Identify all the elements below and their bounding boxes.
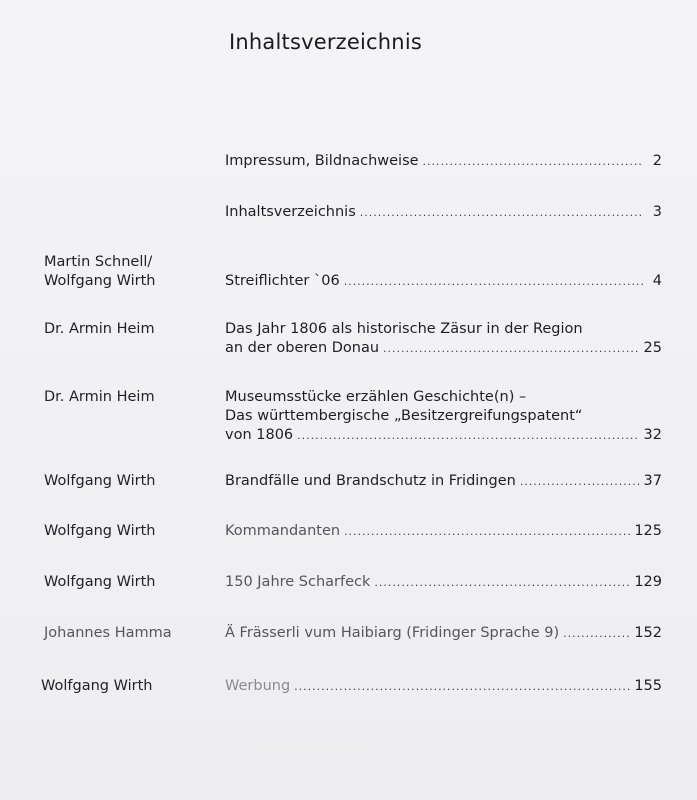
- toc-page-number: 129: [634, 574, 662, 590]
- toc-entry: [225, 522, 662, 541]
- toc-page-number: 125: [634, 523, 662, 539]
- toc-entry-title: 150 Jahre Scharfeck: [225, 574, 371, 590]
- toc-entry-title-line: Das württembergische „Besitzergreifungspatent“: [225, 408, 583, 424]
- toc-leader-line: [225, 152, 662, 171]
- author-line: Wolfgang Wirth: [44, 473, 156, 489]
- toc-entry: [225, 203, 662, 222]
- toc-entry-title: an der oberen Donau: [225, 340, 380, 356]
- toc-entry-title: Ä Frässerli vum Haibiarg (Fridinger Sprache 9): [225, 625, 560, 641]
- toc-author: [44, 522, 155, 541]
- dot-leader: [383, 339, 640, 358]
- toc-entry-title-line: Museumsstücke erzählen Geschichte(n) –: [225, 389, 527, 405]
- toc-entry-title: Werbung: [225, 678, 291, 694]
- toc-leader-line: [225, 472, 662, 491]
- toc-leader-line: [225, 522, 662, 541]
- author-line: Wolfgang Wirth: [44, 574, 156, 590]
- toc-entry: [225, 624, 662, 643]
- toc-page-number: 37: [643, 473, 662, 489]
- toc-leader-line: [225, 677, 662, 696]
- toc-entry-title-line: Das Jahr 1806 als historische Zäsur in der Region: [225, 321, 583, 337]
- toc-page-number: 155: [634, 678, 662, 694]
- toc-page-number: 25: [643, 340, 662, 356]
- toc-page-number: 3: [652, 204, 662, 220]
- toc-author: [44, 573, 155, 592]
- toc-author: [44, 320, 155, 339]
- toc-page-number: 32: [643, 427, 662, 443]
- toc-entry-title: Kommandanten: [225, 523, 341, 539]
- toc-page-number: 4: [652, 273, 662, 289]
- toc-leader-line: [225, 573, 662, 592]
- toc-entry: [225, 573, 662, 592]
- toc-author: [41, 677, 152, 696]
- dot-leader: [423, 152, 644, 171]
- author-line: Wolfgang Wirth: [44, 523, 156, 539]
- author-line: Johannes Hamma: [44, 625, 172, 641]
- toc-entry-title: von 1806: [225, 427, 294, 443]
- toc-entry-title: Streiflichter `06: [225, 273, 340, 289]
- author-line: Martin Schnell/: [44, 254, 153, 270]
- toc-entry: [225, 677, 662, 696]
- dot-leader: [344, 272, 644, 291]
- dot-leader: [563, 624, 630, 643]
- toc-leader-line: [225, 426, 662, 445]
- author-line: Dr. Armin Heim: [44, 389, 155, 405]
- toc-author: [44, 624, 172, 643]
- toc-entry: [225, 152, 662, 171]
- toc-page-number: 152: [634, 625, 662, 641]
- toc-leader-line: [225, 272, 662, 291]
- toc-entry: [225, 472, 662, 491]
- toc-entry: [225, 320, 662, 358]
- toc-entry: [225, 272, 662, 291]
- dot-leader: [344, 522, 630, 541]
- dot-leader: [297, 426, 639, 445]
- author-line: Dr. Armin Heim: [44, 321, 155, 337]
- toc-author: [44, 472, 155, 491]
- dot-leader: [374, 573, 630, 592]
- toc-author: [44, 388, 155, 407]
- toc-author: [44, 253, 155, 291]
- toc-leader-line: [225, 339, 662, 358]
- page-title: Inhaltsverzeichnis: [229, 30, 422, 54]
- dot-leader: [520, 472, 640, 491]
- author-line: Wolfgang Wirth: [41, 678, 153, 694]
- dot-leader: [294, 677, 630, 696]
- toc-entry-title: Brandfälle und Brandschutz in Fridingen: [225, 473, 516, 489]
- toc-entry-title: Impressum, Bildnachweise: [225, 153, 419, 169]
- toc-entry: [225, 388, 662, 445]
- toc-leader-line: [225, 624, 662, 643]
- toc-leader-line: [225, 203, 662, 222]
- toc-page-number: 2: [652, 153, 662, 169]
- dot-leader: [360, 203, 644, 222]
- author-line: Wolfgang Wirth: [44, 273, 156, 289]
- toc-entry-title: Inhaltsverzeichnis: [225, 204, 356, 220]
